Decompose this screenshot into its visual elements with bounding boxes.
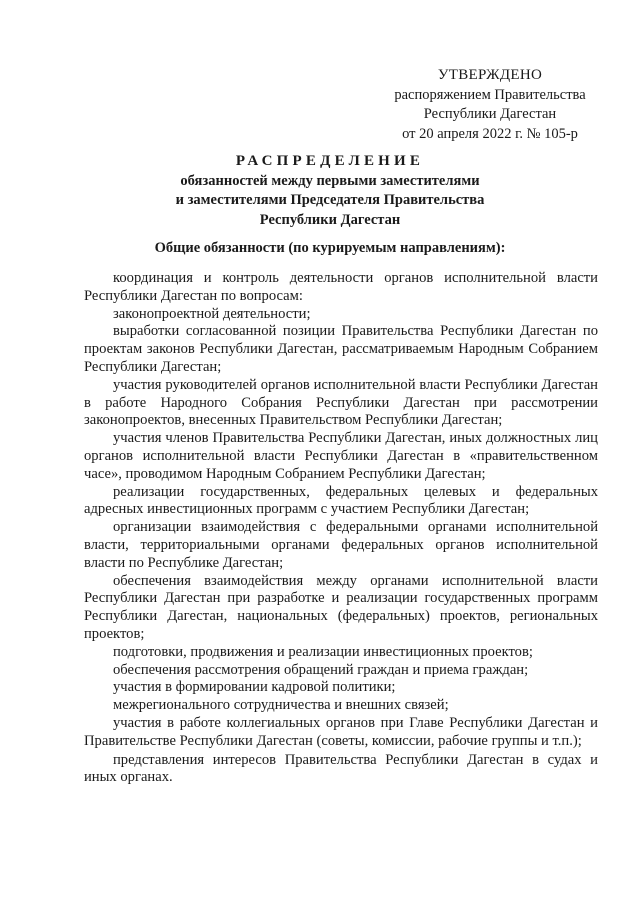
heading-line-2: и заместителями Председателя Правительства — [175, 192, 485, 208]
paragraph: координация и контроль деятельности органов исполнительной власти Республики Дагестан по вопросам: — [84, 270, 598, 304]
paragraph: организации взаимодействия с федеральными органами исполнительной власти, территориальными органами федеральных органов исполнительной власти по Республике Дагестан; — [84, 519, 598, 571]
paragraph: подготовки, продвижения и реализации инвестиционных проектов; — [113, 643, 533, 660]
paragraph: представления интересов Правительства Республики Дагестан в судах и иных органах. — [84, 751, 598, 786]
document-body — [84, 270, 598, 787]
paragraph: законопроектной деятельности; — [113, 305, 311, 322]
document-heading — [60, 152, 600, 230]
paragraph: участия членов Правительства Республики Дагестан, иных должностных лиц органов исполнительной власти Республики Дагестан в «правительственном часе», проводимом Народным Собранием Республики Дагестан; — [84, 430, 598, 482]
paragraph: реализации государственных, федеральных целевых и федеральных адресных инвестиционных программ с участием Республики Дагестан; — [84, 483, 598, 518]
approval-title: УТВЕРЖДЕНО — [437, 67, 543, 83]
approval-line-1: распоряжением Правительства — [394, 86, 586, 103]
paragraph: обеспечения рассмотрения обращений граждан и приема граждан; — [113, 661, 529, 678]
paragraph: участия в формировании кадровой политики; — [113, 679, 396, 696]
heading-line-3: Республики Дагестан — [259, 211, 401, 228]
heading-line-1: обязанностей между первыми заместителями — [180, 172, 480, 189]
section-subtitle: Общие обязанности (по курируемым направлениям): — [154, 240, 506, 256]
approval-stamp — [370, 66, 610, 144]
heading-main: РАСПРЕДЕЛЕНИЕ — [235, 153, 425, 169]
approval-line-2: Республики Дагестан — [423, 106, 557, 122]
paragraph: обеспечения взаимодействия между органами исполнительной власти Республики Дагестан при разработке и реализации государственных программ Республики Дагестан, национальных (федеральных) проектов, региональных проектов; — [84, 572, 598, 642]
approval-line-3: от 20 апреля 2022 г. № 105-р — [402, 125, 578, 142]
paragraph: выработки согласованной позиции Правительства Республики Дагестан по проектам законов Республики Дагестан, рассматриваемым Народным Собранием Республики Дагестан; — [84, 323, 598, 375]
paragraph: участия руководителей органов исполнительной власти Республики Дагестан в работе Народного Собрания Республики Дагестан при рассмотрении законопроектов, внесенных Правительством Республики Дагестан; — [84, 376, 598, 429]
paragraph: участия в работе коллегиальных органов при Главе Республики Дагестан и Правительстве Республики Дагестан (советы, комиссии, рабочие группы и т.п.); — [84, 714, 598, 749]
paragraph: межрегионального сотрудничества и внешних связей; — [113, 697, 449, 714]
